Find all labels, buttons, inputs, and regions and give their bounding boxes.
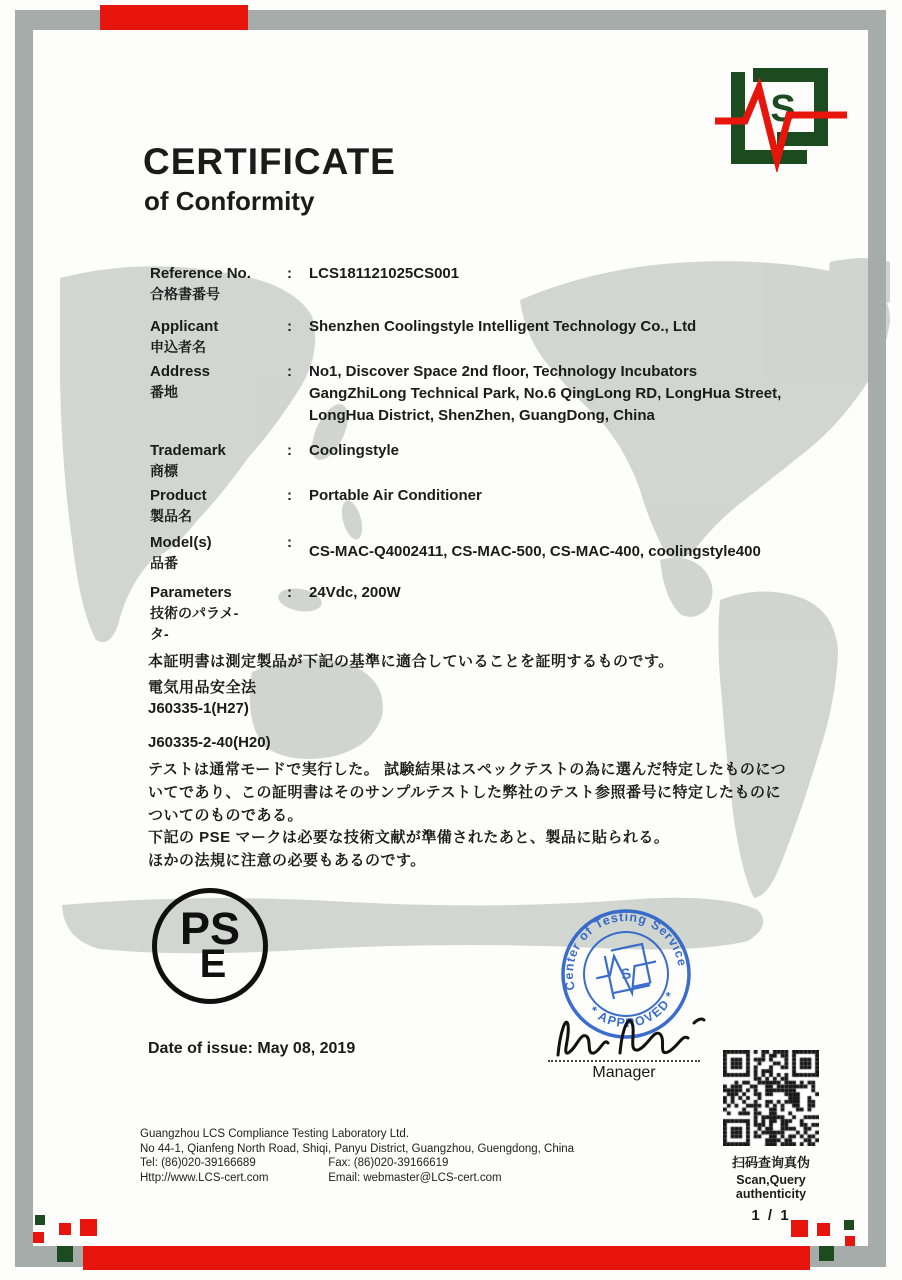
address-line-2: GangZhiLong Technical Park, No.6 QingLong RD, LongHua Street, — [309, 385, 782, 402]
statement-para1-line1: テストは通常モードで実行した。 試験結果はスペックテストの為に選んだ特定したものにつ — [148, 761, 787, 778]
models-value: CS-MAC-Q4002411, CS-MAC-500, CS-MAC-400, coolingstyle400 — [309, 543, 761, 560]
signature-role: Manager — [592, 1064, 656, 1081]
address-label: Address — [150, 363, 211, 380]
qr-code — [723, 1050, 819, 1146]
standard-2: J60335-2-40(H20) — [148, 734, 271, 751]
colon: : — [287, 442, 292, 459]
trademark-value: Coolingstyle — [309, 442, 400, 459]
field-applicant — [150, 316, 870, 358]
reference-value: LCS181121025CS001 — [309, 265, 460, 282]
field-models — [150, 532, 870, 574]
pse-mark-e: E — [199, 942, 227, 986]
field-trademark — [150, 440, 870, 482]
models-label: Model(s) — [150, 534, 212, 551]
address-label-jp: 番地 — [150, 384, 178, 400]
colon: : — [287, 584, 292, 601]
product-label-jp: 製品名 — [150, 508, 192, 524]
parameters-label-jp-1: 技術のパラメ- — [150, 605, 239, 621]
decor-square-green-left-large — [57, 1246, 73, 1262]
reference-label-jp: 合格書番号 — [150, 286, 220, 302]
address-line-1: No1, Discover Space 2nd floor, Technology Incubators — [309, 363, 698, 380]
date-of-issue: Date of issue: May 08, 2019 — [148, 1040, 356, 1057]
stamp-arc-bottom-text: * APPROVED * — [586, 988, 679, 1031]
colon: : — [287, 487, 292, 504]
frame-right-bar — [868, 10, 886, 1267]
decor-square-red-right-2 — [817, 1223, 830, 1236]
colon: : — [287, 265, 292, 282]
parameters-label-jp-2: タ- — [150, 626, 169, 642]
colon: : — [287, 318, 292, 335]
decor-square-red-left-1 — [33, 1232, 44, 1243]
reference-label: Reference No. — [150, 265, 251, 282]
signature — [540, 1005, 710, 1065]
decor-square-green-left-small — [35, 1215, 45, 1225]
top-red-accent — [100, 5, 248, 30]
colon: : — [287, 363, 292, 380]
applicant-value: Shenzhen Coolingstyle Intelligent Technology Co., Ltd — [309, 318, 697, 335]
page-indicator: 1 / 1 — [751, 1207, 791, 1224]
footer-email: Email: webmaster@LCS-cert.com — [328, 1171, 502, 1184]
decor-square-green-right-large — [819, 1246, 834, 1261]
certificate-title: CERTIFICATE — [143, 141, 396, 182]
frame-left-bar — [15, 10, 33, 1267]
stamp-center-letter: S — [619, 965, 633, 984]
colon: : — [287, 534, 292, 551]
signature-line — [548, 1060, 700, 1062]
address-line-3: LongHua District, ShenZhen, GuangDong, China — [309, 407, 655, 424]
statement-para1-line3: ついてのものである。 — [148, 807, 304, 824]
product-label: Product — [150, 487, 207, 504]
product-value: Portable Air Conditioner — [309, 487, 482, 504]
footer-tel: Tel: (86)020-39166689 — [140, 1157, 256, 1169]
bottom-red-bar — [83, 1246, 810, 1270]
footer-website: Http://www.LCS-cert.com — [140, 1171, 269, 1184]
statement-para3: ほかの法規に注意の必要もあるのです。 — [148, 852, 426, 869]
field-reference — [150, 263, 870, 305]
decor-square-red-right-3 — [845, 1236, 855, 1246]
lcs-logo — [715, 66, 847, 172]
footer-address: No 44-1, Qianfeng North Road, Shiqi, Panyu District, Guangzhou, Guengdong, China — [140, 1142, 575, 1155]
decor-square-red-left-2 — [59, 1223, 71, 1235]
statement-para2: 下記の PSE マークは必要な技術文献が準備されたあと、製品に貼られる。 — [148, 829, 670, 846]
decor-square-green-right-small — [844, 1220, 854, 1230]
applicant-label-jp: 申込者名 — [150, 339, 206, 355]
footer-fax: Fax: (86)020-39166619 — [328, 1157, 449, 1169]
field-parameters — [150, 582, 870, 645]
field-product — [150, 485, 870, 527]
lcs-logo-letter: S — [770, 88, 796, 130]
certificate-subtitle: of Conformity — [144, 186, 315, 216]
decor-square-red-left-3 — [80, 1219, 97, 1236]
pse-mark-ps: PS — [179, 903, 241, 954]
trademark-label-jp: 商標 — [150, 463, 178, 479]
stamp-arc-top-text: Center of Testing Service — [561, 909, 690, 992]
statement-law: 電気用品安全法 — [148, 679, 257, 696]
statement-intro: 本証明書は測定製品が下記の基準に適合していることを証明するものです。 — [148, 653, 674, 670]
address-value — [309, 361, 781, 427]
qr-caption-en: Scan,Query authenticity — [735, 1173, 807, 1201]
statement-para1-line2: いてであり、この証明書はそのサンプルテストした弊社のテスト参照番号に特定したものに — [148, 784, 781, 801]
pse-mark — [152, 888, 268, 1004]
applicant-label: Applicant — [150, 318, 219, 335]
footer-block — [140, 1127, 574, 1185]
models-label-jp: 品番 — [150, 555, 178, 571]
parameters-value: 24Vdc, 200W — [309, 584, 401, 601]
qr-block — [712, 1050, 830, 1224]
trademark-label: Trademark — [150, 442, 226, 459]
footer-company: Guangzhou LCS Compliance Testing Laboratory Ltd. — [140, 1128, 409, 1140]
field-address — [150, 361, 870, 427]
standard-1: J60335-1(H27) — [148, 700, 249, 717]
parameters-label: Parameters — [150, 584, 232, 601]
qr-caption-cn: 扫码查询真伪 — [731, 1155, 810, 1170]
